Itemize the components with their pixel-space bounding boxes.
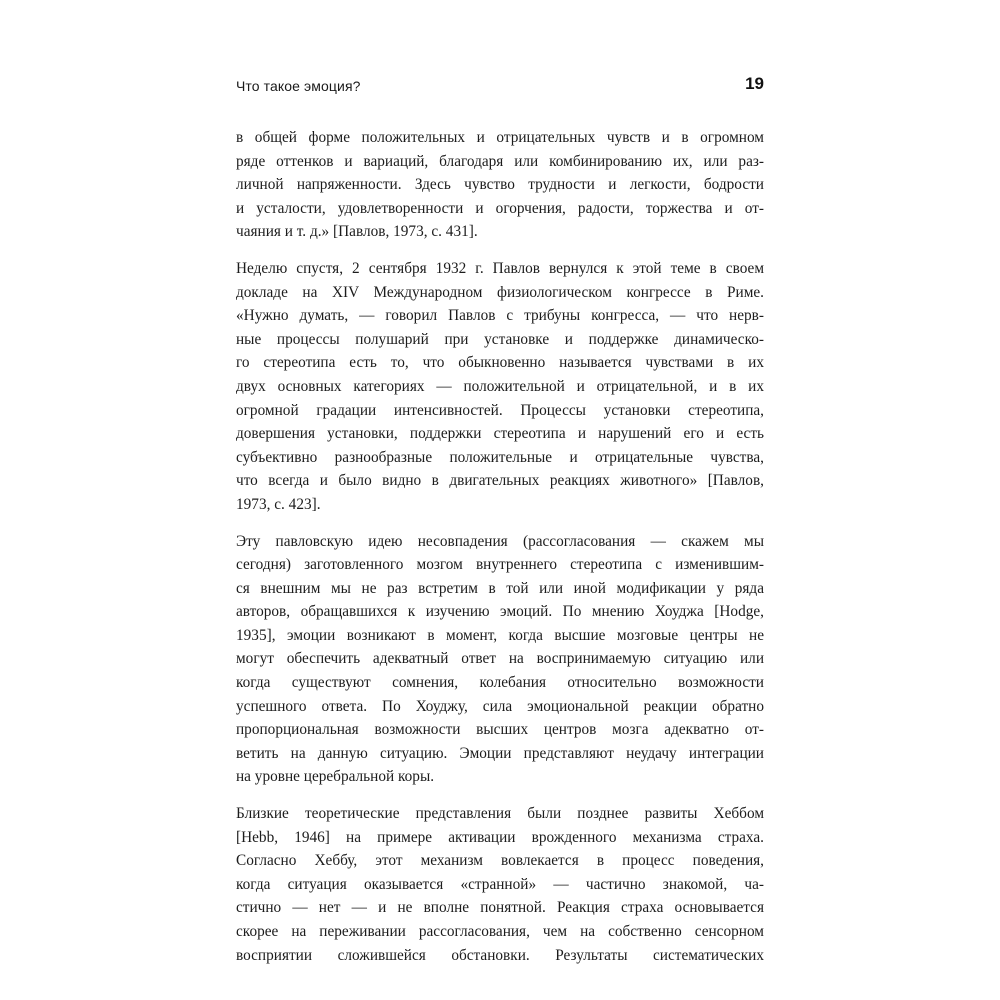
paragraph <box>236 530 764 790</box>
text-line: 1973, с. 423]. <box>236 495 321 513</box>
text-line: могут обеспечить адекватный ответ на воспринимаемую ситуацию или <box>236 650 764 668</box>
text-line: ся внешним мы не раз встретим в той или иной модификации у ряда <box>236 579 764 597</box>
text-line: субъективно разнообразные положительные и отрицательные чувства, <box>236 448 764 466</box>
text-line: когда ситуация оказывается «странной» — частично знакомой, ча- <box>236 875 764 893</box>
page-number: 19 <box>745 74 764 93</box>
text-line: огромной градации интенсивностей. Процессы установки стереотипа, <box>236 401 764 419</box>
text-line: скорее на переживании рассогласования, чем на собственно сенсорном <box>236 923 764 940</box>
text-line: на уровне церебральной коры. <box>236 768 435 786</box>
text-line: двух основных категориях — положительной и отрицательной, и в их <box>236 377 764 395</box>
paragraph <box>236 257 764 517</box>
paragraph <box>236 802 764 967</box>
text-line: Согласно Хеббу, этот механизм вовлекается в процесс поведения, <box>236 852 764 870</box>
text-line: [Hebb, 1946] на примере активации врожденного механизма страха. <box>236 828 764 846</box>
running-title: Что такое эмоция? <box>236 78 361 94</box>
text-line: успешного ответа. По Хоуджу, сила эмоциональной реакции обратно <box>236 697 764 715</box>
text-line: «Нужно думать, — говорил Павлов с трибуны конгресса, — что нерв- <box>236 307 764 325</box>
text-line: восприятии сложившейся обстановки. Результаты систематических <box>236 946 764 964</box>
text-line: ные процессы полушарий при установке и поддержке динамическо- <box>236 330 764 348</box>
text-line: довершения установки, поддержки стереотипа и нарушений его и есть <box>236 425 764 443</box>
text-line: авторов, обращавшихся к изучению эмоций. По мнению Хоуджа [Hodge, <box>236 603 764 621</box>
body-text <box>236 126 764 980</box>
text-line: Эту павловскую идею несовпадения (рассогласования — скажем мы <box>236 532 764 550</box>
paragraph <box>236 126 764 244</box>
text-line: 1935], эмоции возникают в момент, когда высшие мозговые центры не <box>236 626 764 644</box>
text-line: ряде оттенков и вариаций, благодаря или комбинированию их, или раз- <box>236 152 764 170</box>
text-line: и усталости, удовлетворенности и огорчения, радости, торжества и от- <box>236 199 764 217</box>
text-line: что всегда и было видно в двигательных реакциях животного» [Павлов, <box>236 472 764 490</box>
text-line: ветить на данную ситуацию. Эмоции представляют неудачу интеграции <box>236 744 764 762</box>
text-line: когда существуют сомнения, колебания относительно возможности <box>236 674 764 692</box>
text-line: пропорциональная возможности высших центров мозга адекватно от- <box>236 721 764 739</box>
text-line: докладе на XIV Международном физиологическом конгрессе в Риме. <box>236 283 764 301</box>
text-line: Неделю спустя, 2 сентября 1932 г. Павлов вернулся к этой теме в своем <box>236 259 764 277</box>
text-line: личной напряженности. Здесь чувство трудности и легкости, бодрости <box>236 176 764 194</box>
text-line: чаяния и т. д.» [Павлов, 1973, с. 431]. <box>236 223 478 241</box>
text-line: Близкие теоретические представления были позднее развиты Хеббом <box>236 805 764 823</box>
text-line: го стереотипа есть то, что обыкновенно называется чувствами в их <box>236 354 764 372</box>
text-line: стично — нет — и не вполне понятной. Реакция страха основывается <box>236 899 764 917</box>
text-line: сегодня) заготовленного мозгом внутреннего стереотипа с изменившим- <box>236 556 764 574</box>
text-line: в общей форме положительных и отрицательных чувств и в огромном <box>236 129 764 146</box>
